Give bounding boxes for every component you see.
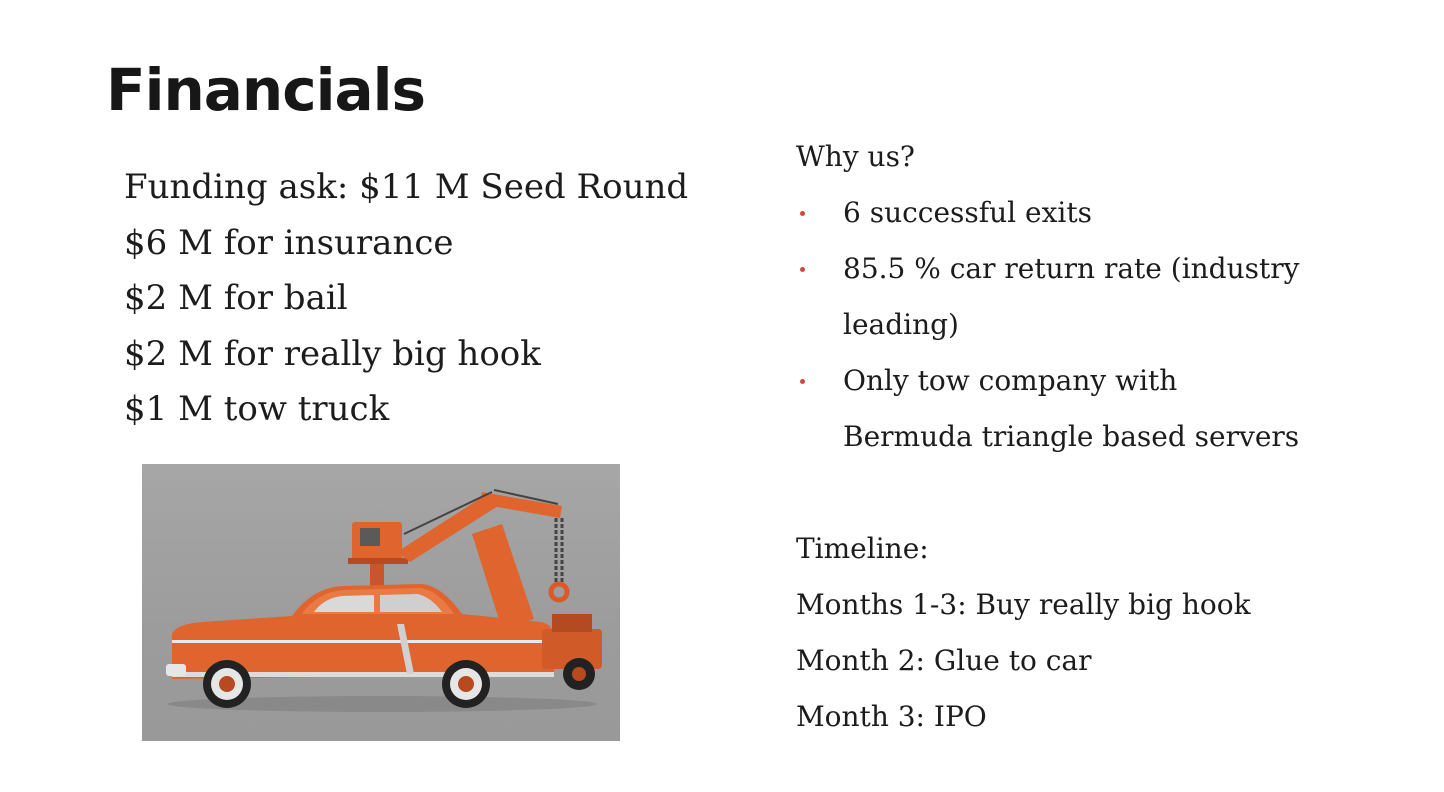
funding-item-hook: $2 M for really big hook bbox=[124, 333, 541, 374]
funding-item-bail: $2 M for bail bbox=[124, 278, 348, 318]
timeline-item: Month 3: IPO bbox=[796, 700, 987, 733]
why-us-bullet-text: 6 successful exits bbox=[843, 196, 1092, 229]
funding-item-tow-truck: $1 M tow truck bbox=[124, 389, 390, 429]
funding-section bbox=[124, 160, 688, 438]
why-us-heading: Why us? bbox=[796, 140, 915, 173]
why-us-bullet-text: Only tow company with bbox=[843, 364, 1178, 397]
section-spacer bbox=[796, 465, 1396, 521]
timeline-heading: Timeline: bbox=[796, 532, 929, 565]
why-us-bullet-return-rate bbox=[796, 241, 1396, 353]
bullet-dot-icon bbox=[800, 379, 805, 384]
why-us-bullet-text-continued: Bermuda triangle based servers bbox=[843, 420, 1300, 453]
timeline-item: Month 2: Glue to car bbox=[796, 644, 1092, 677]
why-us-bullet-text-continued: leading) bbox=[843, 308, 959, 341]
why-us-bullet-text: 85.5 % car return rate (industry bbox=[843, 252, 1300, 285]
why-us-list bbox=[796, 185, 1396, 465]
right-column bbox=[796, 129, 1396, 745]
why-us-bullet-servers bbox=[796, 353, 1396, 465]
why-us-bullet-exits bbox=[796, 185, 1396, 241]
slide-title: Financials bbox=[106, 56, 426, 124]
timeline-item: Months 1-3: Buy really big hook bbox=[796, 588, 1251, 621]
funding-item-insurance: $6 M for insurance bbox=[124, 222, 454, 263]
bullet-dot-icon bbox=[800, 211, 805, 216]
bullet-dot-icon bbox=[800, 267, 805, 272]
tow-truck-car-image bbox=[142, 464, 620, 741]
tow-truck-car-illustration bbox=[142, 464, 620, 741]
funding-ask: Funding ask: $11 M Seed Round bbox=[124, 167, 689, 207]
